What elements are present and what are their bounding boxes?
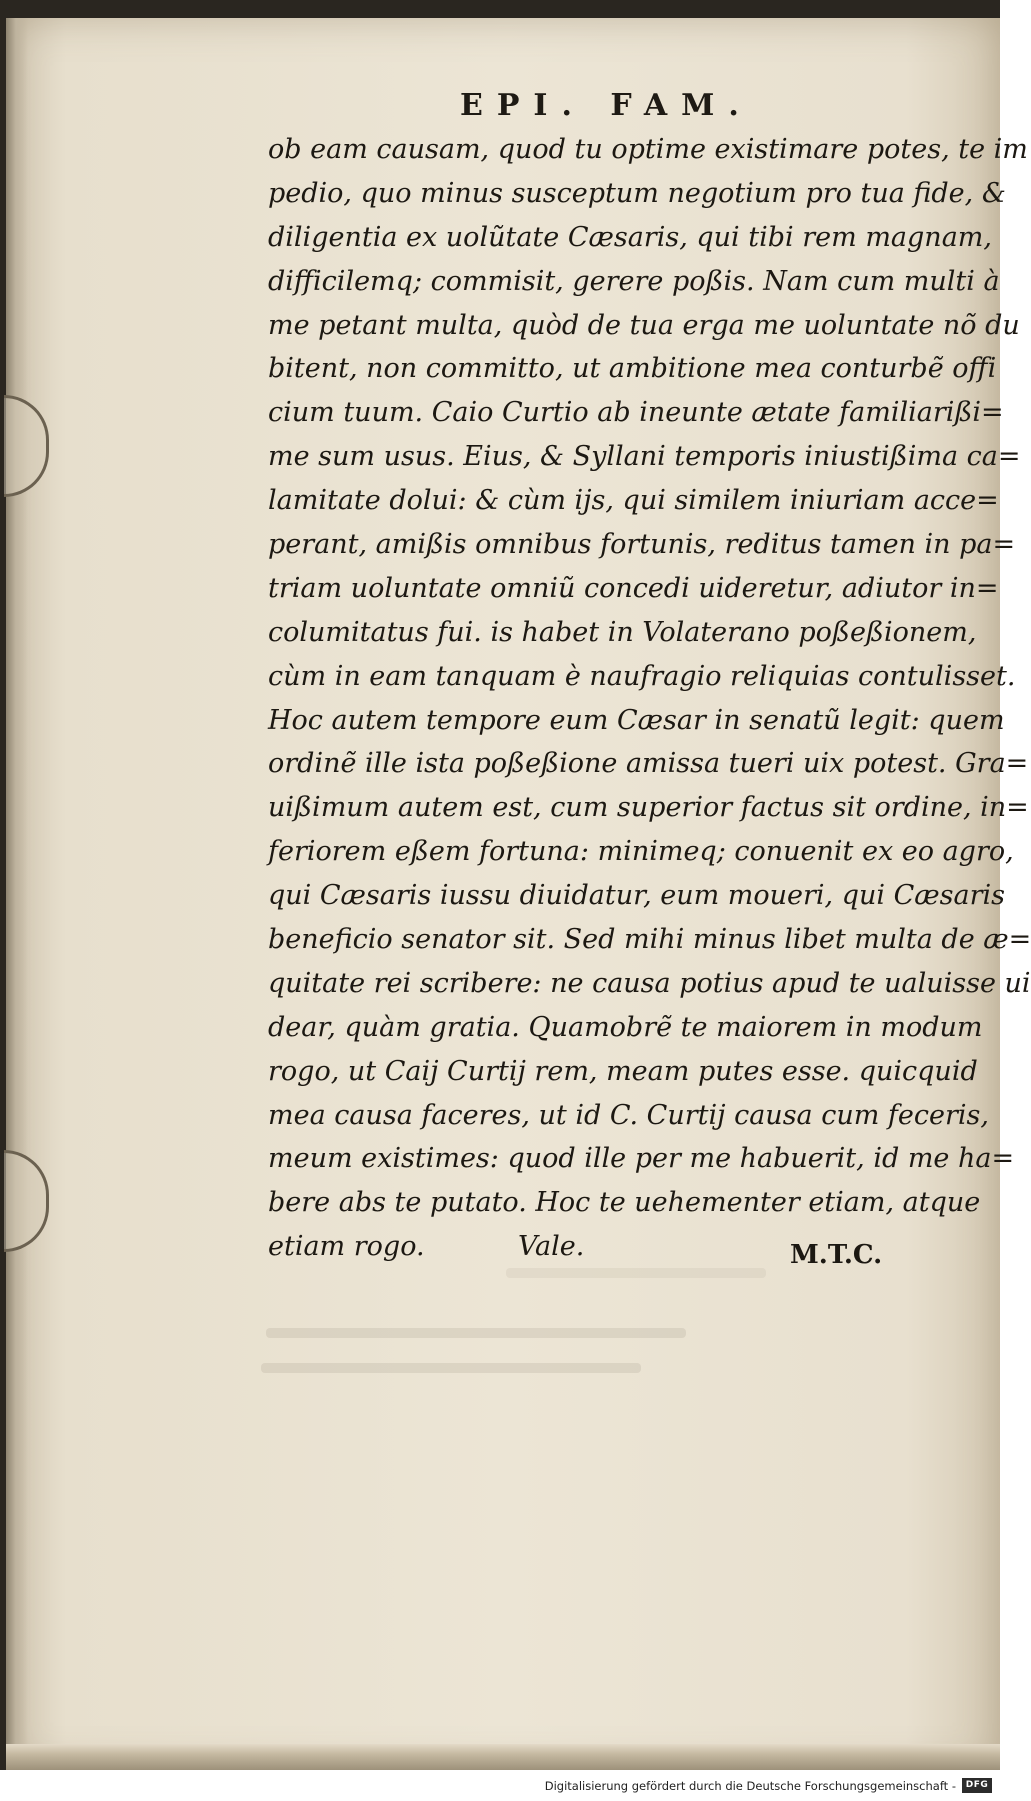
text-line: columitatus fui. is habet in Volaterano poßeßionem, — [268, 616, 977, 648]
text-line: uißimum autem est, cum superior factus sit ordine, in= — [268, 792, 1029, 824]
text-line: qui Cæsaris iussu diuidatur, eum moueri, qui Cæsaris — [268, 880, 1006, 912]
text-line: pedio, quo minus susceptum negotium pro tua fide, & — [268, 177, 1006, 209]
text-line: ordinẽ ille ista poßeßione amissa tueri uix potest. Gra= — [268, 748, 1029, 780]
text-line: me sum usus. Eius, & Syllani temporis iniustißima ca= — [268, 441, 1021, 473]
text-line: beneficio senator sit. Sed mihi minus libet multa de æ= — [268, 924, 1031, 956]
text-line: Hoc autem tempore eum Cæsar in senatũ legit: quem — [268, 704, 1005, 736]
text-line: bere abs te putato. Hoc te uehementer etiam, atque — [268, 1187, 981, 1219]
dfg-logo-icon: DFG — [962, 1778, 992, 1793]
page-bottom-edge — [6, 1744, 1000, 1770]
text-line: cium tuum. Caio Curtio ab ineunte ætate familiarißi= — [268, 397, 1004, 429]
text-line: lamitate dolui: & cùm ijs, qui similem iniuriam acce= — [268, 485, 999, 517]
text-line: bitent, non committo, ut ambitione mea conturbẽ offi — [268, 353, 997, 385]
text-line: diligentia ex uolũtate Cæsaris, qui tibi rem magnam, — [268, 221, 992, 253]
text-line: me petant multa, quòd de tua erga me uoluntate nõ du — [268, 309, 1020, 341]
show-through-text — [266, 1328, 686, 1338]
text-line: feriorem eßem fortuna: minimeq; conuenit ex eo agro, — [268, 836, 1014, 868]
text-line: dear, quàm gratia. Quamobrẽ te maiorem in modum — [268, 1011, 983, 1043]
text-line: ob eam causam, quod tu optime existimare potes, te im — [268, 134, 1028, 165]
text-line: rogo, ut Caij Curtij rem, meam putes esse. quicquid — [268, 1055, 978, 1087]
signature: M.T.C. — [790, 1240, 883, 1270]
letter-body — [268, 128, 1031, 1269]
digitization-credit: Digitalisierung gefördert durch die Deutsche Forschungsgemeinschaft - — [544, 1779, 956, 1793]
text-line: quitate rei scribere: ne causa potius apud te ualuisse ui — [268, 967, 1031, 999]
text-line: mea causa faceres, ut id C. Curtij causa cum feceris, — [268, 1099, 989, 1131]
running-header: EPI. FAM. — [460, 88, 753, 123]
gutter-shadow — [6, 18, 28, 1770]
closing-text: etiam rogo. — [268, 1231, 425, 1263]
text-line: perant, amißis omnibus fortunis, reditus tamen in pa= — [268, 529, 1016, 561]
vale-text: Vale. — [518, 1231, 585, 1263]
text-line: triam uoluntate omniũ concedi uideretur, adiutor in= — [268, 572, 999, 604]
text-line: difficilemq; commisit, gerere poßis. Nam cum multi à — [268, 265, 1000, 297]
text-line: meum existimes: quod ille per me habuerit, id me ha= — [268, 1143, 1015, 1175]
show-through-text — [261, 1363, 641, 1373]
show-through-text — [506, 1268, 766, 1278]
text-line: cùm in eam tanquam è naufragio reliquias contulisset. — [268, 660, 1016, 692]
